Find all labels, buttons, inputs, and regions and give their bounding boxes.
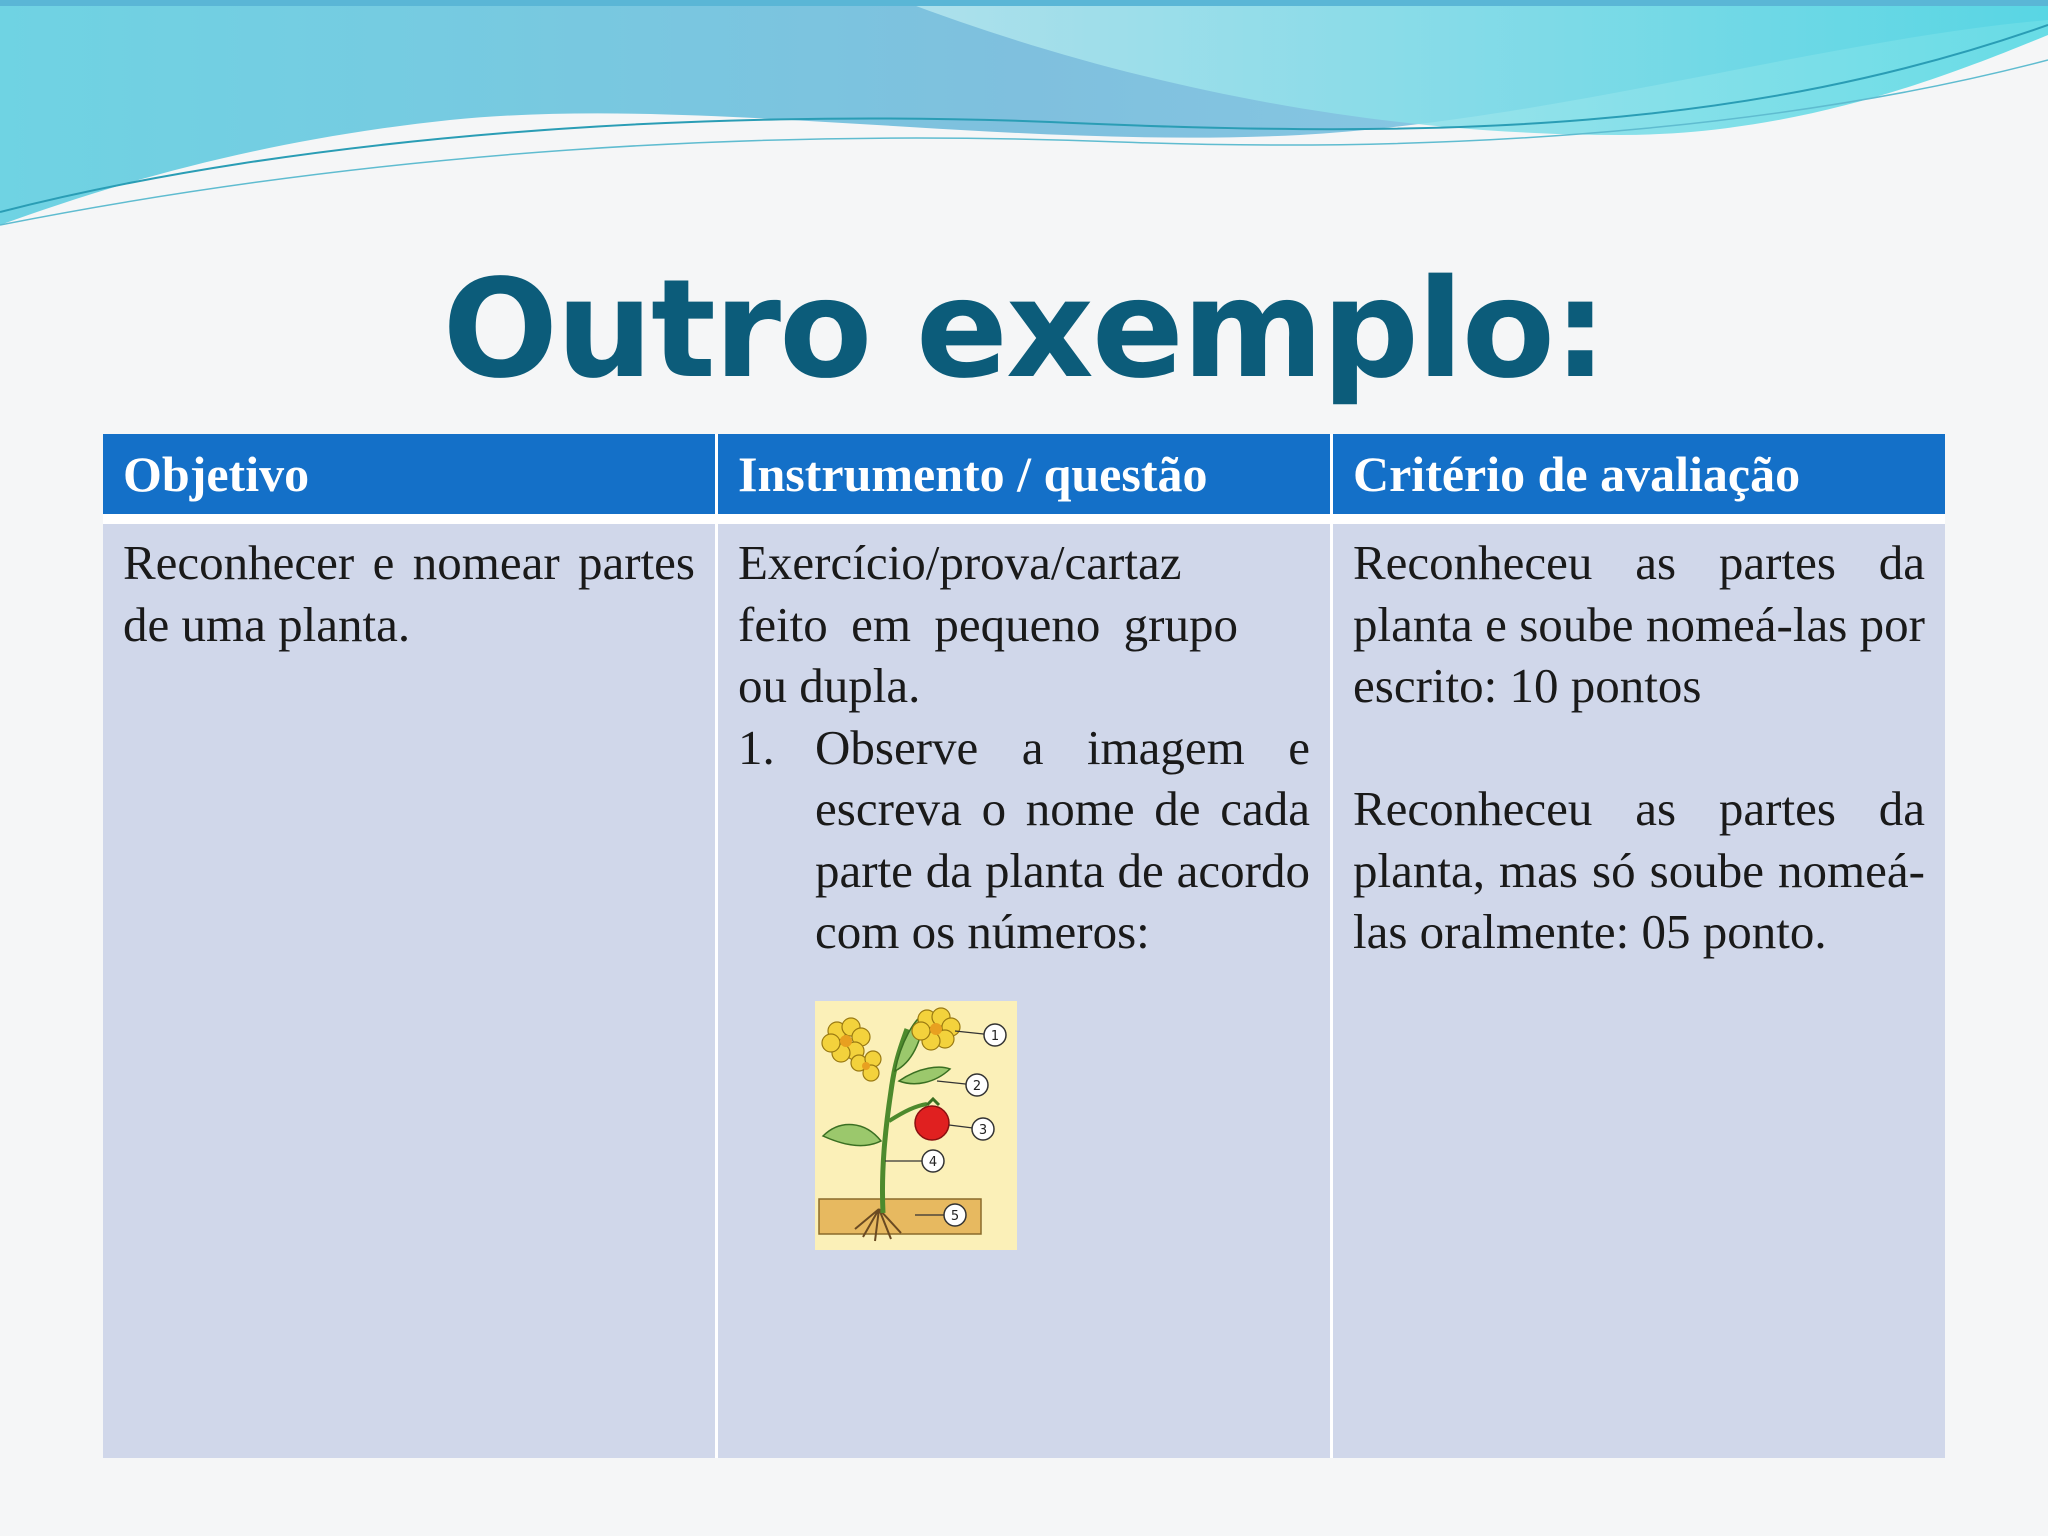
criterio-spacer	[1353, 717, 1925, 779]
question-number: 1.	[738, 719, 775, 775]
question-item	[738, 717, 1310, 963]
plant-label-3: 3	[978, 1122, 988, 1138]
cell-instrumento	[718, 524, 1330, 1458]
question-text: Observe a imagem e escreva o nome de cada parte da planta de acordo com os números:	[815, 719, 1310, 959]
instrumento-text: Exercício/prova/cartaz feito em pequeno grupo ou dupla.	[738, 535, 1238, 713]
header-instrumento: Instrumento / questão	[718, 434, 1330, 514]
criterio-item: Reconheceu as partes da planta e soube nomeá-las por escrito: 10 pontos	[1353, 535, 1925, 713]
plant-diagram-image	[815, 1001, 1017, 1250]
criterio-item: Reconheceu as partes da planta, mas só soube nomeá-las oralmente: 05 ponto.	[1353, 781, 1925, 959]
slide-title: Outro exemplo:	[442, 251, 1606, 409]
objetivo-text: Reconhecer e nomear partes de uma planta.	[123, 535, 695, 652]
header-objetivo: Objetivo	[103, 434, 715, 514]
cell-objetivo	[103, 524, 715, 1458]
plant-label-2: 2	[972, 1078, 982, 1094]
plant-label-4: 4	[928, 1154, 938, 1170]
header-wave-banner	[0, 0, 2048, 240]
plant-label-1: 1	[990, 1028, 1000, 1044]
header-criterio: Critério de avaliação	[1333, 434, 1945, 514]
plant-label-5: 5	[950, 1208, 960, 1224]
cell-criterio	[1333, 524, 1945, 1458]
assessment-table	[103, 434, 1945, 1458]
